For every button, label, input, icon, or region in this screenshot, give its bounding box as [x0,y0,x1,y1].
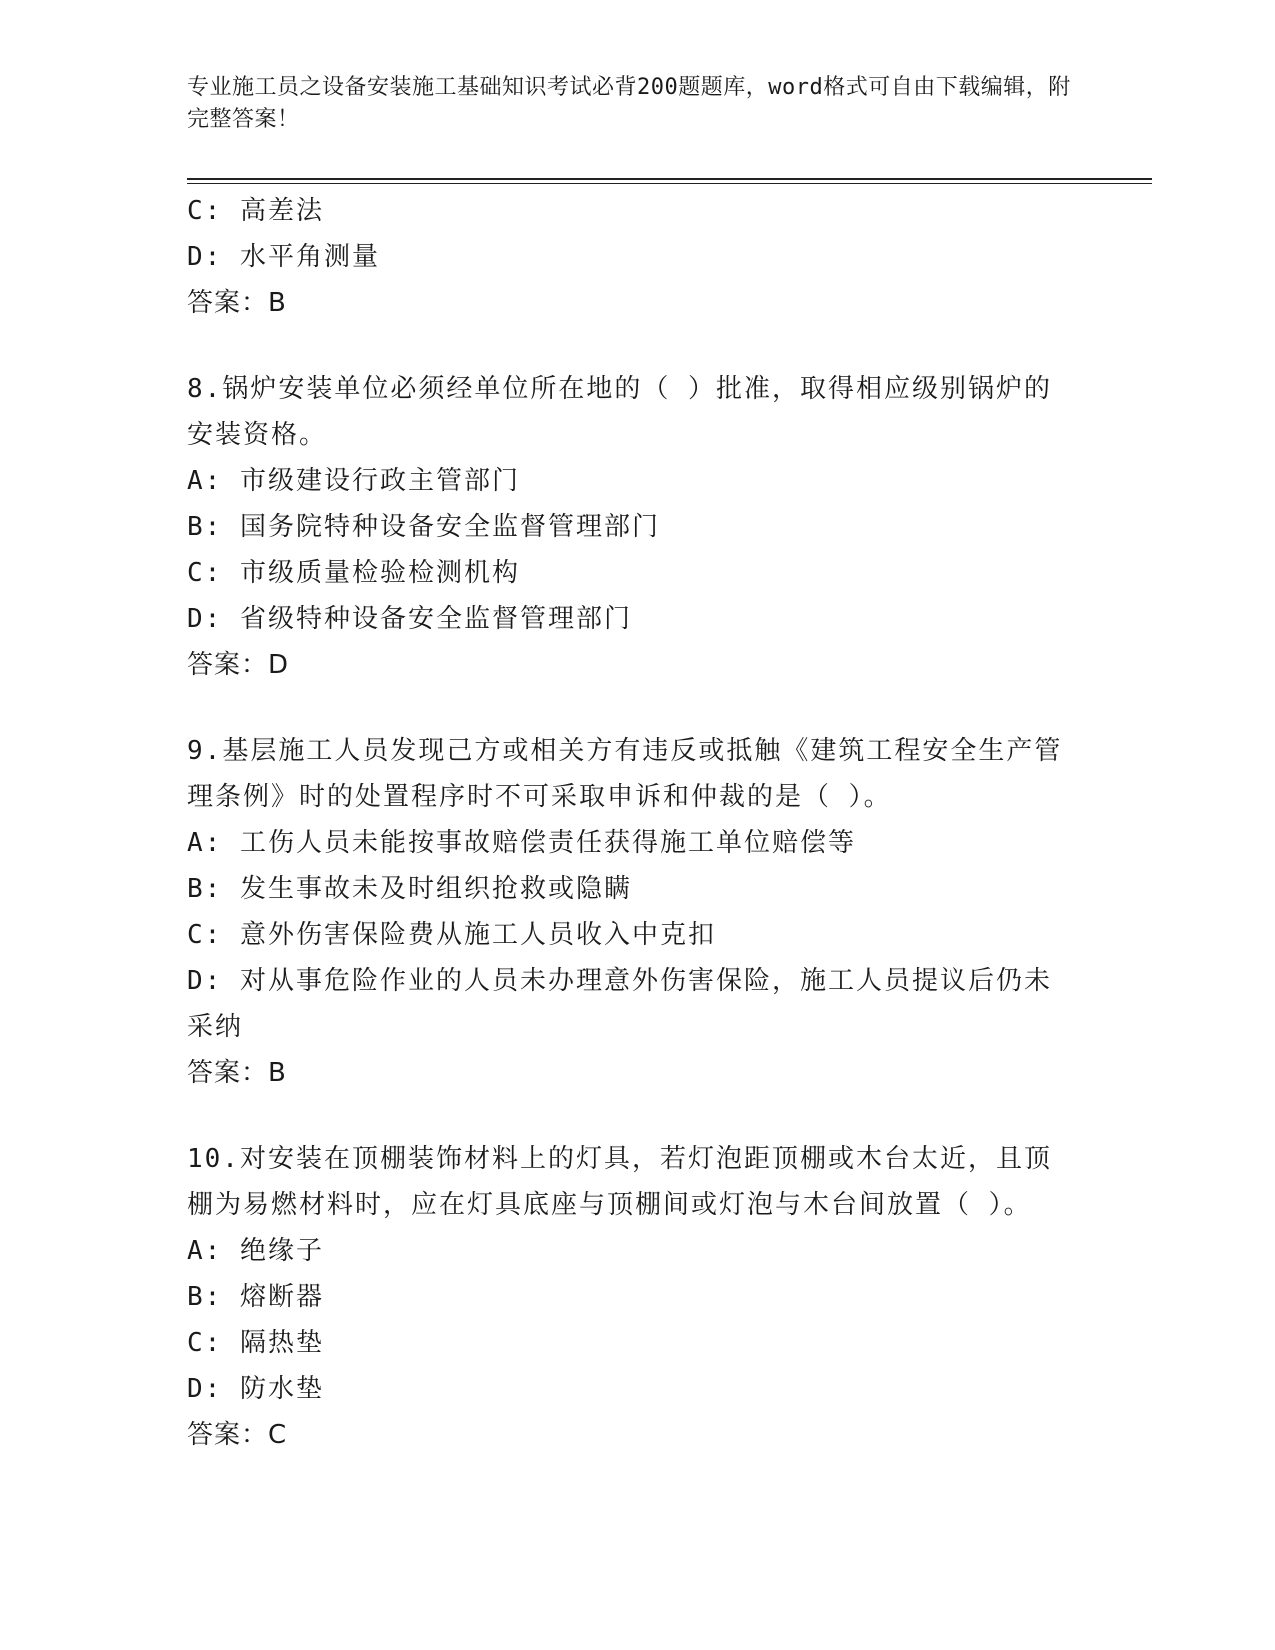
question-stem [187,366,1067,458]
question-number: 10. [187,1144,240,1174]
option-d: D: 水平角测量 [187,242,380,272]
question-9 [187,728,1067,1096]
option-a: A: 绝缘子 [187,1236,324,1266]
option-label: D [187,242,205,272]
answer-line [187,1050,1067,1096]
option-b: B: 国务院特种设备安全监督管理部门 [187,512,660,542]
option-b: B: 熔断器 [187,1282,324,1312]
answer-value: D [268,650,290,680]
question-10 [187,1136,1067,1458]
question-stem [187,1136,1067,1228]
option-text: 国务院特种设备安全监督管理部门 [239,512,660,542]
question-stem [187,728,1067,820]
question-text: 基层施工人员发现己方或相关方有违反或抵触《建筑工程安全生产管理条例》时的处置程序时不可采取申诉和仲裁的是（ ）。 [187,736,1063,812]
option-c: C: 市级质量检验检测机构 [187,558,520,588]
option-d: D: 对从事危险作业的人员未办理意外伤害保险，施工人员提议后仍未采纳 [187,966,1052,1042]
option-label: D [187,966,205,996]
option-label: D [187,604,205,634]
option-text: 市级建设行政主管部门 [239,466,520,496]
answer-label: 答案： [187,650,269,680]
option-text: 水平角测量 [239,242,380,272]
option-text: 高差法 [239,196,324,226]
answer-value: C [268,1420,288,1450]
option-label: A [187,466,205,496]
option-c: C: 意外伤害保险费从施工人员收入中克扣 [187,920,716,950]
question-8 [187,366,1067,688]
answer-line [187,280,1067,326]
header-title: 专业施工员之设备安装施工基础知识考试必背200题题库，word格式可自由下载编辑，附完整答案！ [187,75,1071,132]
answer-line [187,642,1067,688]
answer-label: 答案： [187,1058,269,1088]
question-number: 9. [187,736,223,766]
option-label: C [187,1328,205,1358]
answer-value: B [268,1058,287,1088]
question-text: 锅炉安装单位必须经单位所在地的（ ）批准，取得相应级别锅炉的安装资格。 [187,374,1052,450]
answer-label: 答案： [187,1420,269,1450]
option-label: C [187,558,205,588]
option-b: B: 发生事故未及时组织抢救或隐瞒 [187,874,632,904]
option-text: 隔热垫 [239,1328,324,1358]
option-label: B [187,1282,205,1312]
option-a: A: 工伤人员未能按事故赔偿责任获得施工单位赔偿等 [187,828,856,858]
option-label: B [187,512,205,542]
option-text: 对从事危险作业的人员未办理意外伤害保险，施工人员提议后仍未采纳 [187,966,1052,1042]
option-label: C [187,196,205,226]
option-label: A [187,1236,205,1266]
option-text: 市级质量检验检测机构 [239,558,520,588]
option-text: 防水垫 [239,1374,324,1404]
answer-label: 答案： [187,288,269,318]
option-label: B [187,874,205,904]
answer-value: B [268,288,287,318]
header-divider-thick [187,178,1152,180]
answer-line [187,1412,1067,1458]
option-text: 省级特种设备安全监督管理部门 [239,604,632,634]
option-a: A: 市级建设行政主管部门 [187,466,520,496]
option-text: 熔断器 [239,1282,324,1312]
question-list [187,188,1067,1458]
option-text: 发生事故未及时组织抢救或隐瞒 [239,874,632,904]
header-divider-thin [187,183,1152,184]
option-text: 绝缘子 [239,1236,324,1266]
question-text: 对安装在顶棚装饰材料上的灯具，若灯泡距顶棚或木台太近，且顶棚为易燃材料时，应在灯具底座与顶棚间或灯泡与木台间放置（ ）。 [187,1144,1052,1220]
option-text: 意外伤害保险费从施工人员收入中克扣 [239,920,716,950]
option-label: A [187,828,205,858]
option-d: D: 防水垫 [187,1374,324,1404]
option-label: D [187,1374,205,1404]
option-c: C: 高差法 [187,196,324,226]
option-text: 工伤人员未能按事故赔偿责任获得施工单位赔偿等 [239,828,856,858]
option-d: D: 省级特种设备安全监督管理部门 [187,604,632,634]
document-header [187,72,1087,136]
question-number: 8. [187,374,223,404]
partial-question [187,188,1067,326]
option-label: C [187,920,205,950]
option-c: C: 隔热垫 [187,1328,324,1358]
